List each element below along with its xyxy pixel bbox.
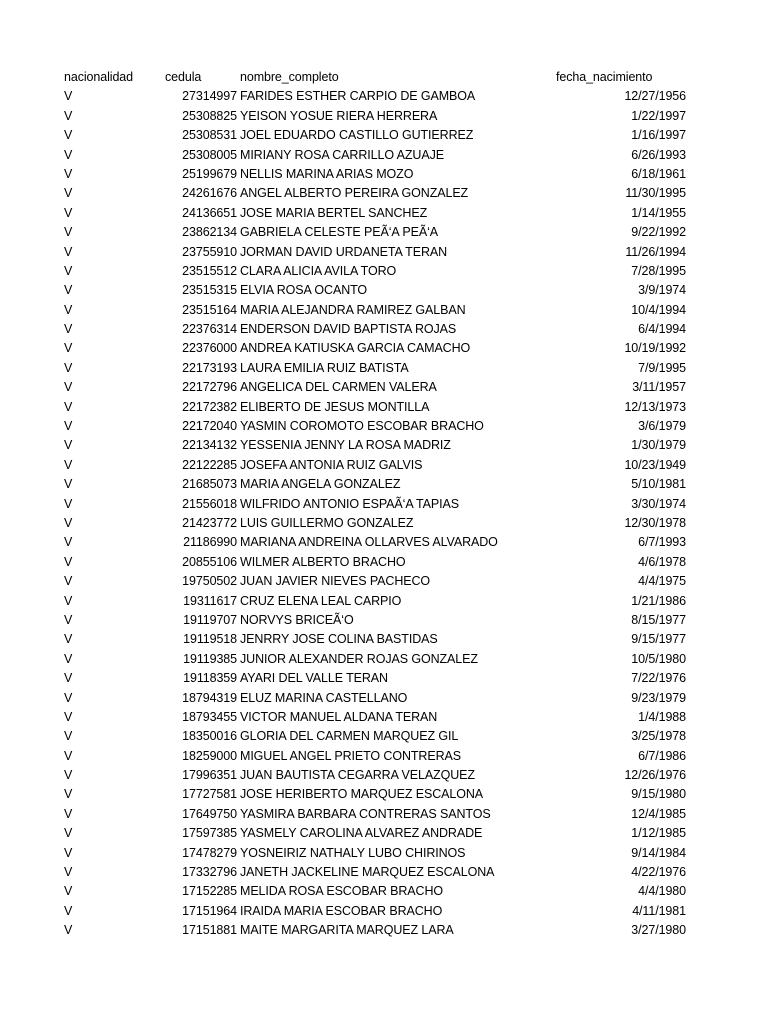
nombre-cell: MARIA ALEJANDRA RAMIREZ GALBAN (240, 302, 466, 317)
nombre-cell: JENRRY JOSE COLINA BASTIDAS (240, 632, 438, 647)
nombre-cell: FARIDES ESTHER CARPIO DE GAMBOA (240, 89, 476, 104)
nacionalidad-cell: V (64, 438, 73, 453)
table-row (0, 146, 768, 165)
nombre-cell: JANETH JACKELINE MARQUEZ ESCALONA (240, 865, 495, 880)
nombre-cell: MIRIANY ROSA CARRILLO AZUAJE (240, 147, 444, 162)
fecha-cell: 10/23/1949 (624, 457, 686, 472)
nacionalidad-cell: V (64, 399, 73, 414)
nacionalidad-cell: V (64, 690, 73, 705)
cedula-cell: 22172382 (182, 399, 237, 414)
nacionalidad-cell: V (64, 612, 73, 627)
nacionalidad-cell: V (64, 457, 73, 472)
table-row (0, 785, 768, 804)
nacionalidad-cell: V (64, 787, 73, 802)
table-row (0, 669, 768, 688)
table-row (0, 184, 768, 203)
header-nombre-completo: nombre_completo (240, 70, 339, 84)
cedula-cell: 21186990 (183, 535, 237, 550)
fecha-cell: 6/7/1986 (638, 748, 686, 763)
header-fecha-nacimiento: fecha_nacimiento (556, 70, 653, 84)
cedula-cell: 23515512 (182, 263, 237, 278)
cedula-cell: 25199679 (182, 166, 237, 181)
fecha-cell: 7/9/1995 (638, 360, 686, 375)
nacionalidad-cell: V (64, 554, 73, 569)
nombre-cell: LUIS GUILLERMO GONZALEZ (240, 515, 414, 530)
cedula-cell: 22173193 (182, 360, 237, 375)
fecha-cell: 1/30/1979 (631, 438, 686, 453)
table-row (0, 747, 768, 766)
nacionalidad-cell: V (64, 748, 73, 763)
fecha-cell: 12/26/1976 (624, 768, 686, 783)
fecha-cell: 3/6/1979 (638, 419, 686, 434)
cedula-cell: 17151881 (182, 923, 237, 938)
nacionalidad-cell: V (64, 147, 73, 162)
cedula-cell: 25308531 (182, 128, 237, 143)
nombre-cell: JOSE MARIA BERTEL SANCHEZ (240, 205, 428, 220)
cedula-cell: 17332796 (182, 865, 237, 880)
cedula-cell: 22134132 (182, 438, 237, 453)
fecha-cell: 6/26/1993 (631, 147, 686, 162)
cedula-cell: 22172796 (182, 380, 237, 395)
fecha-cell: 12/4/1985 (631, 806, 686, 821)
cedula-cell: 17597385 (182, 826, 237, 841)
fecha-cell: 3/27/1980 (631, 923, 686, 938)
fecha-cell: 11/30/1995 (625, 186, 686, 201)
cedula-cell: 18259000 (182, 748, 237, 763)
cedula-cell: 18794319 (182, 690, 237, 705)
cedula-cell: 22122285 (182, 457, 237, 472)
nacionalidad-cell: V (64, 322, 73, 337)
nombre-cell: YASMIRA BARBARA CONTRERAS SANTOS (240, 806, 491, 821)
table-row (0, 378, 768, 397)
nacionalidad-cell: V (64, 709, 73, 724)
fecha-cell: 4/11/1981 (632, 903, 686, 918)
cedula-cell: 25308825 (182, 108, 237, 123)
nombre-cell: JOSE HERIBERTO MARQUEZ ESCALONA (240, 787, 484, 802)
table-row (0, 921, 768, 940)
nombre-cell: YASMELY CAROLINA ALVAREZ ANDRADE (240, 826, 483, 841)
table-row (0, 611, 768, 630)
nacionalidad-cell: V (64, 632, 73, 647)
nacionalidad-cell: V (64, 225, 73, 240)
fecha-cell: 4/4/1980 (638, 884, 686, 899)
fecha-cell: 7/22/1976 (631, 671, 686, 686)
table-row (0, 650, 768, 669)
cedula-cell: 21685073 (182, 477, 237, 492)
nombre-cell: NORVYS BRICEÃ‘O (240, 612, 354, 627)
table-row (0, 902, 768, 921)
fecha-cell: 3/25/1978 (631, 729, 686, 744)
nombre-cell: GABRIELA CELESTE PEÃ‘A PEÃ‘A (240, 225, 438, 240)
cedula-cell: 17152285 (182, 884, 237, 899)
fecha-cell: 12/13/1973 (624, 399, 686, 414)
cedula-cell: 19119707 (183, 612, 237, 627)
table-row (0, 262, 768, 281)
nacionalidad-cell: V (64, 166, 73, 181)
nacionalidad-cell: V (64, 845, 73, 860)
fecha-cell: 12/27/1956 (624, 89, 686, 104)
nombre-cell: IRAIDA MARIA ESCOBAR BRACHO (240, 903, 443, 918)
table-row (0, 495, 768, 514)
table-row (0, 630, 768, 649)
cedula-cell: 18350016 (182, 729, 237, 744)
nombre-cell: YASMIN COROMOTO ESCOBAR BRACHO (240, 419, 484, 434)
cedula-cell: 22172040 (182, 419, 237, 434)
table-row (0, 824, 768, 843)
table-row (0, 223, 768, 242)
fecha-cell: 10/5/1980 (631, 651, 686, 666)
cedula-cell: 27314997 (182, 89, 237, 104)
nombre-cell: ELVIA ROSA OCANTO (240, 283, 368, 298)
table-row (0, 727, 768, 746)
header-cedula: cedula (165, 70, 202, 84)
fecha-cell: 9/23/1979 (631, 690, 686, 705)
nacionalidad-cell: V (64, 806, 73, 821)
nacionalidad-cell: V (64, 671, 73, 686)
nacionalidad-cell: V (64, 477, 73, 492)
fecha-cell: 4/22/1976 (631, 865, 686, 880)
nacionalidad-cell: V (64, 884, 73, 899)
cedula-cell: 17996351 (182, 768, 237, 783)
table-row (0, 165, 768, 184)
nombre-cell: JUAN BAUTISTA CEGARRA VELAZQUEZ (240, 768, 475, 783)
table-row (0, 417, 768, 436)
cedula-cell: 17727581 (182, 787, 237, 802)
cedula-cell: 19119385 (183, 651, 237, 666)
cedula-cell: 19118359 (183, 671, 237, 686)
nacionalidad-cell: V (64, 302, 73, 317)
nacionalidad-cell: V (64, 729, 73, 744)
table-row (0, 398, 768, 417)
nacionalidad-cell: V (64, 360, 73, 375)
nombre-cell: LAURA EMILIA RUIZ BATISTA (240, 360, 409, 375)
fecha-cell: 3/9/1974 (638, 283, 686, 298)
nombre-cell: MARIA ANGELA GONZALEZ (240, 477, 401, 492)
fecha-cell: 10/19/1992 (624, 341, 686, 356)
cedula-cell: 17478279 (182, 845, 237, 860)
cedula-cell: 22376000 (182, 341, 237, 356)
nombre-cell: YEISON YOSUE RIERA HERRERA (240, 108, 438, 123)
nombre-cell: AYARI DEL VALLE TERAN (240, 671, 388, 686)
nacionalidad-cell: V (64, 515, 73, 530)
cedula-cell: 23515315 (182, 283, 237, 298)
fecha-cell: 9/15/1980 (631, 787, 686, 802)
fecha-cell: 12/30/1978 (624, 515, 686, 530)
table-row (0, 766, 768, 785)
cedula-cell: 19119518 (183, 632, 237, 647)
nacionalidad-cell: V (64, 768, 73, 783)
nacionalidad-cell: V (64, 574, 73, 589)
nacionalidad-cell: V (64, 263, 73, 278)
fecha-cell: 1/22/1997 (631, 108, 686, 123)
nacionalidad-cell: V (64, 865, 73, 880)
nacionalidad-cell: V (64, 341, 73, 356)
cedula-cell: 20855106 (182, 554, 237, 569)
nacionalidad-cell: V (64, 205, 73, 220)
fecha-cell: 4/4/1975 (638, 574, 686, 589)
nombre-cell: JUAN JAVIER NIEVES PACHECO (240, 574, 431, 589)
fecha-cell: 6/4/1994 (638, 322, 686, 337)
fecha-cell: 9/22/1992 (631, 225, 686, 240)
fecha-cell: 1/14/1955 (631, 205, 686, 220)
fecha-cell: 8/15/1977 (631, 612, 686, 627)
cedula-cell: 24261676 (182, 186, 237, 201)
nacionalidad-cell: V (64, 128, 73, 143)
nombre-cell: MARIANA ANDREINA OLLARVES ALVARADO (240, 535, 498, 550)
nombre-cell: CLARA ALICIA AVILA TORO (240, 263, 397, 278)
fecha-cell: 6/18/1961 (631, 166, 686, 181)
cedula-cell: 19311617 (183, 593, 237, 608)
fecha-cell: 10/4/1994 (631, 302, 686, 317)
nacionalidad-cell: V (64, 826, 73, 841)
cedula-cell: 17649750 (182, 806, 237, 821)
table-row (0, 514, 768, 533)
nacionalidad-cell: V (64, 244, 73, 259)
fecha-cell: 5/10/1981 (631, 477, 686, 492)
table-row (0, 339, 768, 358)
nombre-cell: MAITE MARGARITA MARQUEZ LARA (240, 923, 454, 938)
nombre-cell: CRUZ ELENA LEAL CARPIO (240, 593, 402, 608)
nacionalidad-cell: V (64, 535, 73, 550)
fecha-cell: 1/16/1997 (631, 128, 686, 143)
table-body (0, 87, 768, 940)
fecha-cell: 4/6/1978 (638, 554, 686, 569)
nombre-cell: GLORIA DEL CARMEN MARQUEZ GIL (240, 729, 459, 744)
nacionalidad-cell: V (64, 380, 73, 395)
table-row (0, 301, 768, 320)
fecha-cell: 3/30/1974 (631, 496, 686, 511)
table-row (0, 475, 768, 494)
nombre-cell: WILMER ALBERTO BRACHO (240, 554, 406, 569)
nacionalidad-cell: V (64, 593, 73, 608)
cedula-cell: 23862134 (182, 225, 237, 240)
nombre-cell: NELLIS MARINA ARIAS MOZO (240, 166, 414, 181)
nombre-cell: YESSENIA JENNY LA ROSA MADRIZ (240, 438, 451, 453)
cedula-cell: 25308005 (182, 147, 237, 162)
table-row (0, 320, 768, 339)
nacionalidad-cell: V (64, 186, 73, 201)
table-row (0, 708, 768, 727)
nacionalidad-cell: V (64, 496, 73, 511)
table-row (0, 126, 768, 145)
nombre-cell: ANGEL ALBERTO PEREIRA GONZALEZ (240, 186, 469, 201)
table-row (0, 243, 768, 262)
nombre-cell: MELIDA ROSA ESCOBAR BRACHO (240, 884, 444, 899)
nacionalidad-cell: V (64, 108, 73, 123)
table-row (0, 436, 768, 455)
table-row (0, 553, 768, 572)
spreadsheet-table (0, 68, 768, 941)
table-row (0, 204, 768, 223)
table-row (0, 863, 768, 882)
fecha-cell: 7/28/1995 (631, 263, 686, 278)
nombre-cell: JUNIOR ALEXANDER ROJAS GONZALEZ (240, 651, 478, 666)
fecha-cell: 9/14/1984 (631, 845, 686, 860)
table-row (0, 805, 768, 824)
table-row (0, 281, 768, 300)
table-row (0, 592, 768, 611)
nacionalidad-cell: V (64, 89, 73, 104)
cedula-cell: 18793455 (182, 709, 237, 724)
nombre-cell: WILFRIDO ANTONIO ESPAÃ‘A TAPIAS (240, 496, 459, 511)
cedula-cell: 23515164 (182, 302, 237, 317)
fecha-cell: 1/21/1986 (631, 593, 686, 608)
table-row (0, 572, 768, 591)
fecha-cell: 9/15/1977 (631, 632, 686, 647)
fecha-cell: 1/4/1988 (638, 709, 686, 724)
fecha-cell: 3/11/1957 (632, 380, 686, 395)
cedula-cell: 17151964 (182, 903, 237, 918)
cedula-cell: 22376314 (182, 322, 237, 337)
nombre-cell: JORMAN DAVID URDANETA TERAN (240, 244, 448, 259)
header-row (0, 68, 768, 87)
cedula-cell: 23755910 (182, 244, 237, 259)
header-nacionalidad: nacionalidad (64, 70, 133, 84)
nombre-cell: ANGELICA DEL CARMEN VALERA (240, 380, 437, 395)
cedula-cell: 21423772 (182, 515, 237, 530)
cedula-cell: 24136651 (182, 205, 237, 220)
nombre-cell: ENDERSON DAVID BAPTISTA ROJAS (240, 322, 457, 337)
cedula-cell: 21556018 (182, 496, 237, 511)
table-row (0, 359, 768, 378)
nombre-cell: ELUZ MARINA CASTELLANO (240, 690, 408, 705)
table-row (0, 882, 768, 901)
table-row (0, 533, 768, 552)
table-row (0, 107, 768, 126)
nacionalidad-cell: V (64, 923, 73, 938)
nombre-cell: VICTOR MANUEL ALDANA TERAN (240, 709, 438, 724)
nombre-cell: MIGUEL ANGEL PRIETO CONTRERAS (240, 748, 461, 763)
table-row (0, 87, 768, 106)
nacionalidad-cell: V (64, 283, 73, 298)
fecha-cell: 11/26/1994 (625, 244, 686, 259)
nacionalidad-cell: V (64, 903, 73, 918)
nacionalidad-cell: V (64, 651, 73, 666)
nombre-cell: YOSNEIRIZ NATHALY LUBO CHIRINOS (240, 845, 466, 860)
cedula-cell: 19750502 (182, 574, 237, 589)
fecha-cell: 1/12/1985 (631, 826, 686, 841)
nombre-cell: ELIBERTO DE JESUS MONTILLA (240, 399, 430, 414)
nombre-cell: JOEL EDUARDO CASTILLO GUTIERREZ (240, 128, 474, 143)
nombre-cell: JOSEFA ANTONIA RUIZ GALVIS (240, 457, 423, 472)
table-row (0, 689, 768, 708)
fecha-cell: 6/7/1993 (638, 535, 686, 550)
table-row (0, 456, 768, 475)
table-row (0, 844, 768, 863)
nombre-cell: ANDREA KATIUSKA GARCIA CAMACHO (240, 341, 471, 356)
nacionalidad-cell: V (64, 419, 73, 434)
